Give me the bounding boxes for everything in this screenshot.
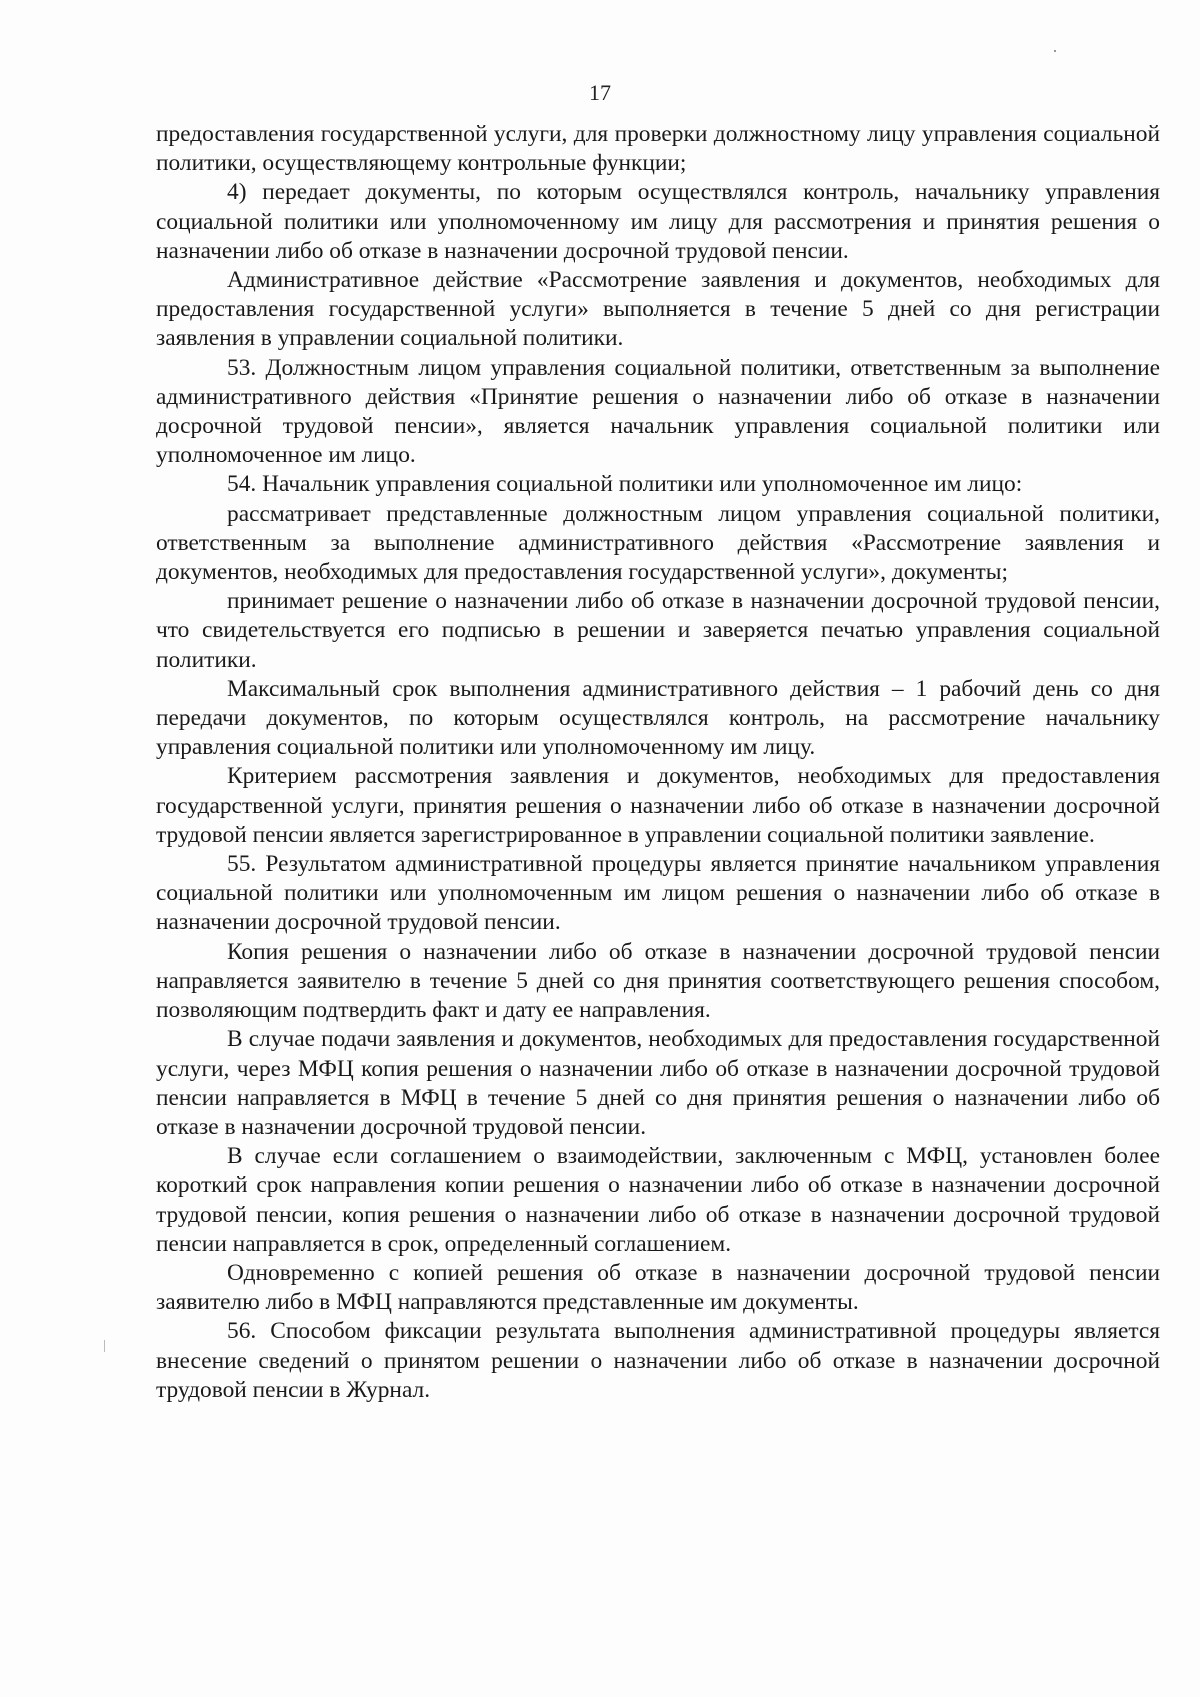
paragraph: 55. Результатом административной процедуры является принятие начальником управления социальной политики или уполномоченным им лицом решения о назначении либо об отказе в назначении досрочной трудовой пенсии. [156, 851, 1160, 936]
document-body [156, 120, 1160, 1405]
paragraph: Максимальный срок выполнения административного действия – 1 рабочий день со дня передачи документов, по которым осуществлялся контроль, на рассмотрение начальнику управления социальной политики или уполномоченному им лицу. [156, 675, 1160, 761]
paragraph: В случае если соглашением о взаимодействии, заключенным с МФЦ, установлен более короткий срок направления копии решения о назначении либо об отказе в назначении досрочной трудовой пенсии, копия решения о назначении либо об отказе в назначении досрочной трудовой пенсии направляется в срок, определенный соглашением. [156, 1143, 1160, 1257]
paragraph: В случае подачи заявления и документов, необходимых для предоставления государственной услуги, через МФЦ копия решения о назначении либо об отказе в назначении досрочной трудовой пенсии направляется в МФЦ в течение 5 дней со дня принятия решения о назначении либо об отказе в назначении досрочной трудовой пенсии. [156, 1026, 1160, 1140]
paragraph: 56. Способом фиксации результата выполнения административной процедуры является внесение сведений о принятом решении о назначении либо об отказе в назначении досрочной трудовой пенсии в Журнал. [156, 1318, 1160, 1403]
paragraph: 4) передает документы, по которым осуществлялся контроль, начальнику управления социальной политики или уполномоченному им лицу для рассмотрения и принятия решения о назначении либо об отказе в назначении досрочной трудовой пенсии. [156, 179, 1160, 264]
paragraph: предоставления государственной услуги, для проверки должностному лицу управления социальной политики, осуществляющему контрольные функции; [156, 121, 1160, 177]
page-number: 17 [589, 80, 611, 105]
paragraph: 54. Начальник управления социальной политики или уполномоченное им лицо: [227, 471, 1023, 498]
paragraph: Копия решения о назначении либо об отказе в назначении досрочной трудовой пенсии направляется заявителю в течение 5 дней со дня принятия соответствующего решения способом, позволяющим подтвердить факт и дату ее направления. [156, 938, 1160, 1024]
paragraph: Одновременно с копией решения об отказе в назначении досрочной трудовой пенсии заявителю либо в МФЦ направляются представленные им документы. [156, 1259, 1160, 1316]
paragraph: Критерием рассмотрения заявления и документов, необходимых для предоставления государственной услуги, принятия решения о назначении либо об отказе в назначении досрочной трудовой пенсии является зарегистрированное в управлении социальной политики заявление. [156, 763, 1160, 848]
scan-artifact [104, 1340, 105, 1352]
paragraph: рассматривает представленные должностным лицом управления социальной политики, ответственным за выполнение административного действия «Рассмотрение заявления и документов, необходимых для предоставления государственной услуги», документы; [156, 500, 1160, 586]
scan-artifact [1054, 50, 1056, 52]
paragraph: принимает решение о назначении либо об отказе в назначении досрочной трудовой пенсии, что свидетельствуется его подписью в решении и заверяется печатью управления социальной политики. [156, 588, 1160, 673]
paragraph: Административное действие «Рассмотрение заявления и документов, необходимых для предоставления государственной услуги» выполняется в течение 5 дней со дня регистрации заявления в управлении социальной политики. [156, 267, 1160, 352]
paragraph: 53. Должностным лицом управления социальной политики, ответственным за выполнение административного действия «Принятие решения о назначении либо об отказе в назначении досрочной трудовой пенсии», является начальник управления социальной политики или уполномоченное им лицо. [156, 354, 1160, 469]
